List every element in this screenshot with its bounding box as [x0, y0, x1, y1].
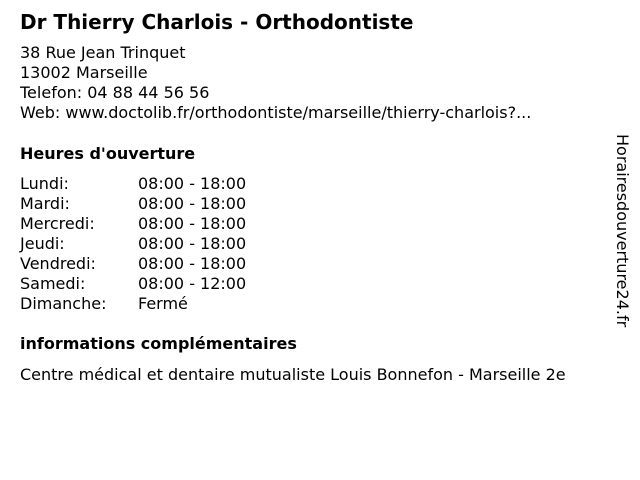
hours-heading: Heures d'ouverture: [20, 144, 196, 163]
time-value: 08:00 - 18:00: [138, 194, 247, 213]
info-text: Centre médical et dentaire mutualiste Louis Bonnefon - Marseille 2e: [20, 365, 566, 384]
info-heading: informations complémentaires: [20, 334, 297, 353]
day-label: Dimanche:: [20, 294, 107, 313]
day-label: Samedi:: [20, 274, 86, 293]
city-address: 13002 Marseille: [20, 63, 148, 82]
day-label: Mercredi:: [20, 214, 95, 233]
time-value: 08:00 - 18:00: [138, 234, 247, 253]
street-address: 38 Rue Jean Trinquet: [20, 43, 186, 62]
address-block: [20, 43, 531, 123]
time-value: 08:00 - 12:00: [138, 274, 247, 293]
day-label: Lundi:: [20, 174, 69, 193]
site-watermark: Horairesdouverture24.fr: [613, 134, 632, 328]
hours-row-tuesday: [20, 194, 320, 214]
hours-row-saturday: [20, 274, 320, 294]
hours-row-monday: [20, 174, 320, 194]
time-value: 08:00 - 18:00: [138, 254, 247, 273]
phone-number: Telefon: 04 88 44 56 56: [20, 83, 210, 102]
page-title: Dr Thierry Charlois - Orthodontiste: [20, 10, 414, 34]
hours-row-wednesday: [20, 214, 320, 234]
time-value: 08:00 - 18:00: [138, 174, 247, 193]
day-label: Vendredi:: [20, 254, 96, 273]
day-label: Jeudi:: [20, 234, 65, 253]
website: Web: www.doctolib.fr/orthodontiste/marseille/thierry-charlois?...: [20, 103, 532, 122]
opening-hours-list: [20, 174, 320, 314]
hours-row-thursday: [20, 234, 320, 254]
hours-row-sunday: [20, 294, 320, 314]
hours-row-friday: [20, 254, 320, 274]
time-value: 08:00 - 18:00: [138, 214, 247, 233]
time-value: Fermé: [138, 294, 188, 313]
day-label: Mardi:: [20, 194, 70, 213]
